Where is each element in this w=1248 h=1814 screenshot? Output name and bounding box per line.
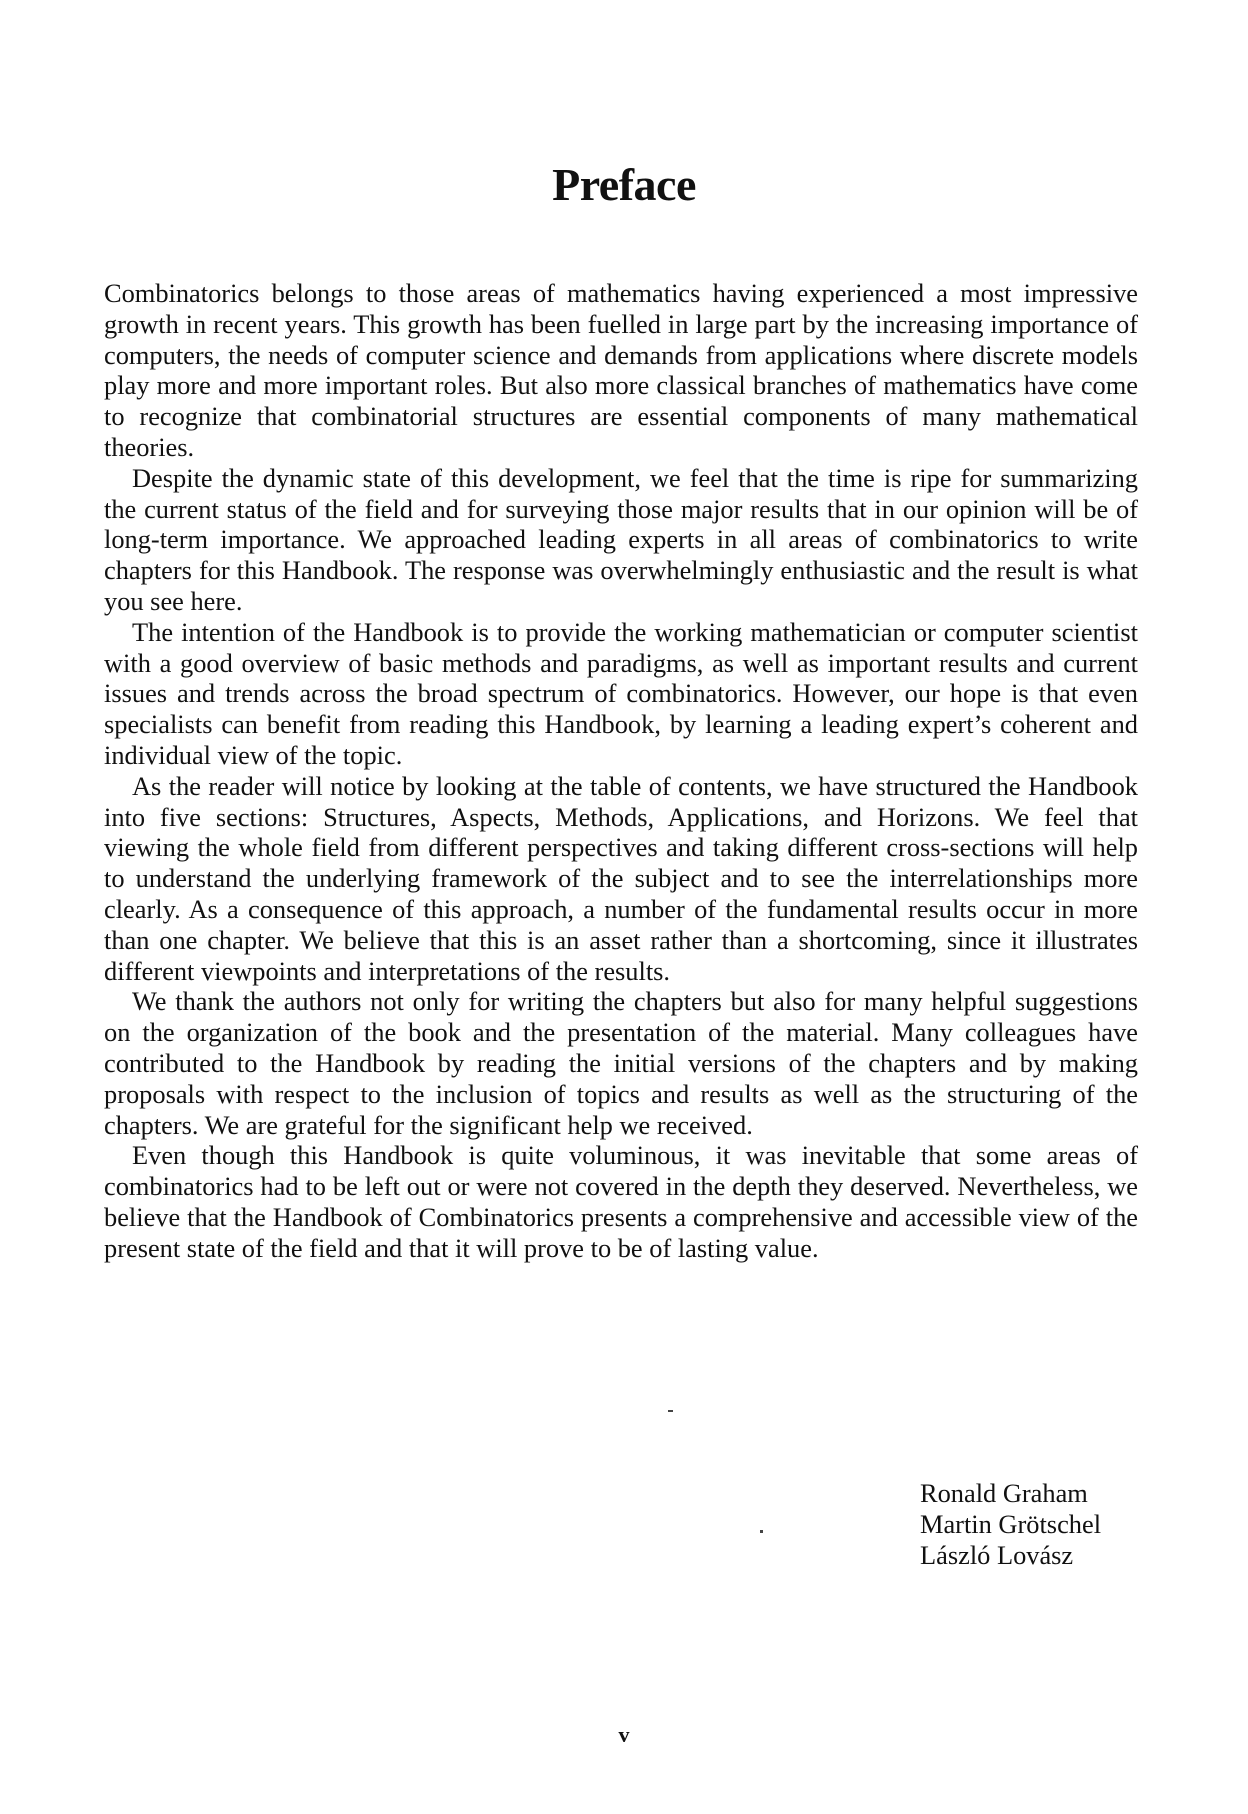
paragraph-2: Despite the dynamic state of this development, we feel that the time is ripe for summarizing the current status of the field and for surveying those major results that in our opinion will be of long-term importance. We approached leading experts in all areas of combinatorics to write chapters for this Handbook. The response was overwhelmingly enthusiastic and the result is what you see here. [104,462,1138,616]
signature-grotschel: Martin Grötschel [920,1509,1102,1539]
paragraph-5: We thank the authors not only for writing the chapters but also for many helpful suggestions on the organization of the book and the presentation of the material. Many colleagues have contributed to the Handbook by reading the initial versions of the chapters and by making proposals with respect to the inclusion of topics and results as well as the structuring of the chapters. We are grateful for the significant help we received. [104,986,1138,1140]
paragraph-4: As the reader will notice by looking at the table of contents, we have structured the Handbook into five sections: Structures, Aspects, Methods, Applications, and Horizons. We feel that viewing the whole field from different perspectives and taking different cross-sections will help to understand the underlying framework of the subject and to see the interrelationships more clearly. As a consequence of this approach, a number of the fundamental results occur in more than one chapter. We believe that this is an asset rather than a shortcoming, since it illustrates different viewpoints and interpretations of the results. [104,770,1138,986]
preface-body [104,278,1138,1264]
paragraph-1: Combinatorics belongs to those areas of mathematics having experienced a most impressive growth in recent years. This growth has been fuelled in large part by the increasing importance of computers, the needs of computer science and demands from applications where discrete models play more and more important roles. But also more classical branches of mathematics have come to recognize that combinatorial structures are essential components of many mathematical theories. [104,278,1138,462]
signature-block [920,1478,1180,1571]
scan-speck [668,1410,673,1412]
scan-speck [760,1530,763,1533]
paragraph-6: Even though this Handbook is quite voluminous, it was inevitable that some areas of combinatorics had to be left out or were not covered in the depth they deserved. Nevertheless, we believe that the Handbook of Combinatorics presents a comprehensive and accessible view of the present state of the field and that it will prove to be of lasting value. [104,1140,1138,1263]
page-number: v [618,1722,630,1747]
page-title: Preface [552,159,696,210]
paragraph-3: The intention of the Handbook is to provide the working mathematician or computer scientist with a good overview of basic methods and paradigms, as well as important results and current issues and trends across the broad spectrum of combinatorics. However, our hope is that even specialists can benefit from reading this Handbook, by learning a leading expert’s coherent and individual view of the topic. [104,616,1138,770]
signature-lovasz: László Lovász [920,1540,1074,1570]
signature-graham: Ronald Graham [920,1478,1088,1508]
